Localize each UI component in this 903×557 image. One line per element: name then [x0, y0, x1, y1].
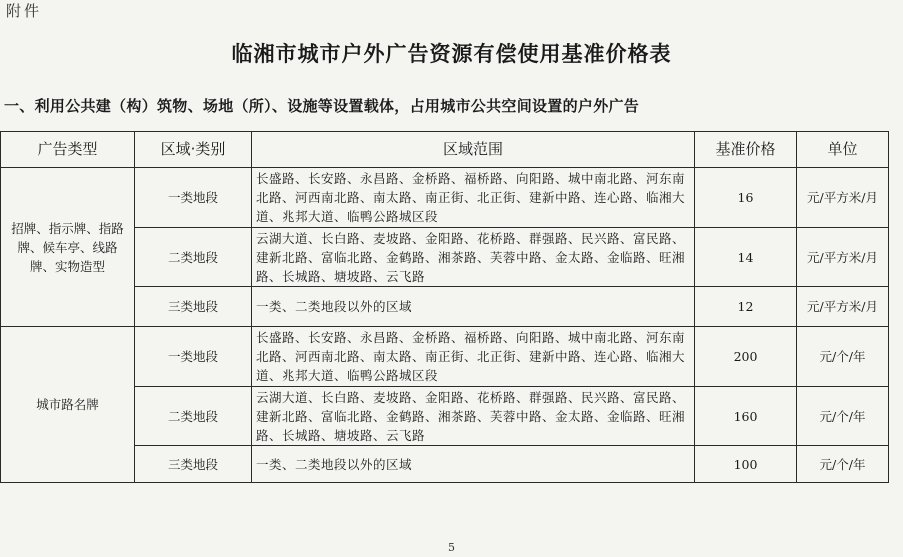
table-row [1, 287, 889, 327]
price-cell: 200 [695, 327, 797, 387]
scope-cell: 一类、二类地段以外的区域 [252, 446, 695, 483]
table-row [1, 168, 889, 228]
category-cell: 三类地段 [135, 287, 252, 327]
price-cell: 100 [695, 446, 797, 483]
price-cell: 160 [695, 387, 797, 446]
unit-cell: 元/平方米/月 [797, 287, 889, 327]
category-cell: 二类地段 [135, 228, 252, 287]
scope-cell: 云湖大道、长白路、麦坡路、金阳路、花桥路、群强路、民兴路、富民路、建新北路、富临北路、金鹤路、湘茶路、芙蓉中路、金太路、金临路、旺湘路、长城路、塘坡路、云飞路 [252, 387, 695, 446]
column-header: 单位 [797, 132, 889, 168]
category-cell: 一类地段 [135, 168, 252, 228]
table-header-row [1, 132, 889, 168]
column-header: 基准价格 [695, 132, 797, 168]
scope-cell: 云湖大道、长白路、麦坡路、金阳路、花桥路、群强路、民兴路、富民路、建新北路、富临北路、金鹤路、湘茶路、芙蓉中路、金太路、金临路、旺湘路、长城路、塘坡路、云飞路 [252, 228, 695, 287]
price-cell: 16 [695, 168, 797, 228]
price-cell: 12 [695, 287, 797, 327]
scope-cell: 长盛路、长安路、永昌路、金桥路、福桥路、向阳路、城中南北路、河东南北路、河西南北路、南太路、南正街、北正街、建新中路、连心路、临湘大道、兆邦大道、临鸭公路城区段 [252, 327, 695, 387]
price-cell: 14 [695, 228, 797, 287]
unit-cell: 元/平方米/月 [797, 168, 889, 228]
column-header: 广告类型 [1, 132, 135, 168]
ad-type-cell: 招牌、指示牌、指路牌、候车亭、线路牌、实物造型 [1, 168, 135, 327]
scope-cell: 长盛路、长安路、永昌路、金桥路、福桥路、向阳路、城中南北路、河东南北路、河西南北路、南太路、南正街、北正街、建新中路、连心路、临湘大道、兆邦大道、临鸭公路城区段 [252, 168, 695, 228]
scope-cell: 一类、二类地段以外的区域 [252, 287, 695, 327]
category-cell: 一类地段 [135, 327, 252, 387]
ad-type-cell: 城市路名牌 [1, 327, 135, 483]
column-header: 区域范围 [252, 132, 695, 168]
category-cell: 二类地段 [135, 387, 252, 446]
table-row [1, 387, 889, 446]
price-table [0, 131, 889, 483]
page-number: 5 [448, 541, 455, 554]
unit-cell: 元/个/年 [797, 327, 889, 387]
unit-cell: 元/个/年 [797, 387, 889, 446]
table-row [1, 327, 889, 387]
unit-cell: 元/个/年 [797, 446, 889, 483]
table-row [1, 228, 889, 287]
column-header: 区域·类别 [135, 132, 252, 168]
category-cell: 三类地段 [135, 446, 252, 483]
section-heading: 一、利用公共建（构）筑物、场地（所）、设施等设置载体，占用城市公共空间设置的户外广告 [4, 97, 640, 115]
table-row [1, 446, 889, 483]
attachment-label: 附件 [6, 2, 43, 20]
unit-cell: 元/平方米/月 [797, 228, 889, 287]
document-title: 临湘市城市户外广告资源有偿使用基准价格表 [231, 42, 672, 66]
